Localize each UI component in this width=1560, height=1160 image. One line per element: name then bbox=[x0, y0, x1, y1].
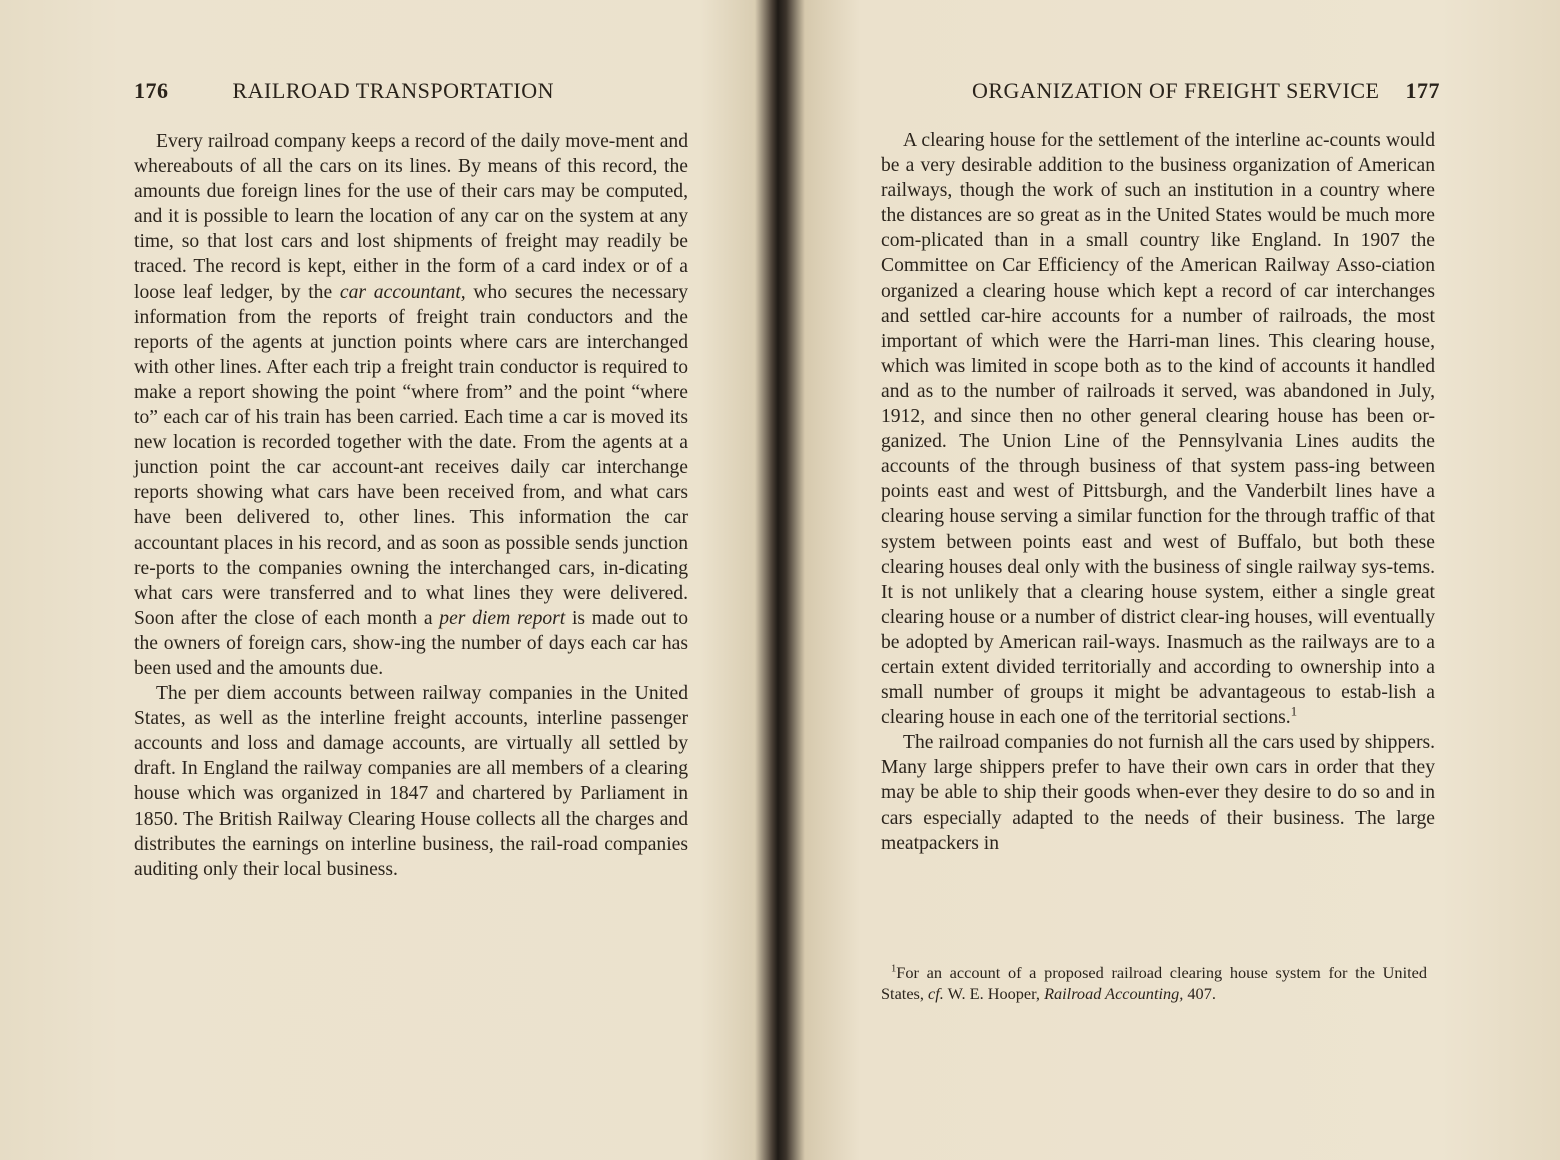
left-body-text bbox=[134, 129, 688, 882]
left-paragraph-1: Every railroad company keeps a record of the daily move-ment and whereabouts of all the cars on its lines. By means of this record, the amounts due foreign lines for the use of their cars may be computed, and it is possible to learn the location of any car on the system at any time, so that lost cars and lost shipments of freight may readily be traced. The record is kept, either in the form of a card index or of a loose leaf ledger, by the car accountant, who secures the necessary information from the reports of freight train conductors and the reports of the agents at junction points where cars are interchanged with other lines. After each trip a freight train conductor is required to make a report showing the point “where from” and the point “where to” each car of his train has been carried. Each time a car is moved its new location is recorded together with the date. From the agents at a junction point the car account-ant receives daily car interchange reports showing what cars have been received from, and what cars have been delivered to, other lines. This information the car accountant places in his record, and as soon as possible sends junction re-ports to the companies owning the interchanged cars, in-dicating what cars were transferred and to what lines they were delivered. Soon after the close of each month a per diem report is made out to the owners of foreign cars, show-ing the number of days each car has been used and the amounts due. bbox=[134, 131, 689, 679]
footnote-marker: 1 bbox=[891, 963, 897, 975]
right-page-number: 177 bbox=[1405, 78, 1440, 103]
left-page bbox=[0, 0, 770, 1160]
footnote-reference: 1 bbox=[1290, 704, 1298, 719]
left-paragraph-2: The per diem accounts between railway companies in the United States, as well as the interline freight accounts, interline passenger accounts and loss and damage accounts, are virtually all settled by draft. In England the railway companies are all members of a clearing house which was organized in 1847 and chartered by Parliament in 1850. The British Railway Clearing House collects all the charges and distributes the earnings on interline business, the rail-road companies auditing only their local business. bbox=[134, 683, 688, 880]
footnote: $^1$For an account of a proposed railroad clearing house system for the United States, cf. W. E. Hooper, Railroad Accounting, 407. bbox=[881, 963, 1427, 1003]
left-running-head bbox=[134, 78, 694, 104]
left-page-number: 176 bbox=[134, 78, 169, 103]
right-body-text bbox=[881, 128, 1435, 856]
right-page bbox=[790, 0, 1560, 1160]
right-paragraph-2: The railroad companies do not furnish all the cars used by shippers. Many large shippers prefer to have their own cars in order that they may be able to ship their goods when-ever they desire to do so and in cars especially adapted to the needs of their business. The large meatpackers in bbox=[881, 732, 1435, 854]
left-running-title: RAILROAD TRANSPORTATION bbox=[232, 78, 555, 103]
right-running-title: ORGANIZATION OF FREIGHT SERVICE bbox=[971, 78, 1380, 103]
right-paragraph-1: A clearing house for the settlement of the interline ac-counts would be a very desirable addition to the business organization of American railways, though the work of such an institution in a country where the distances are so great as in the United States would be much more com-plicated than in a small country like England. In 1907 the Committee on Car Efficiency of the American Railway Asso-ciation organized a clearing house which kept a record of car interchanges and settled car-hire accounts for a number of railroads, the most important of which were the Harri-man lines. This clearing house, which was limited in scope both as to the kind of accounts it handled and as to the number of railroads it served, was abandoned in July, 1912, and since then no other general clearing house has been or-ganized. The Union Line of the Pennsylvania Lines audits the accounts of the through business of that system pass-ing between points east and west of Pittsburgh, and the Vanderbilt lines have a clearing house serving a similar function for the through traffic of that system between points east and west of Buffalo, but both these clearing houses deal only with the business of single railway sys-tems. It is not unlikely that a clearing house system, either a single great clearing house or a number of district clear-ing houses, will eventually be adopted by American rail-ways. Inasmuch as the railways are to a certain extent divided territorially and according to ownership into a small number of groups it might be advantageous to estab-lish a clearing house in each one of the territorial sections.$^1$ bbox=[881, 130, 1435, 729]
right-running-head bbox=[920, 78, 1440, 104]
